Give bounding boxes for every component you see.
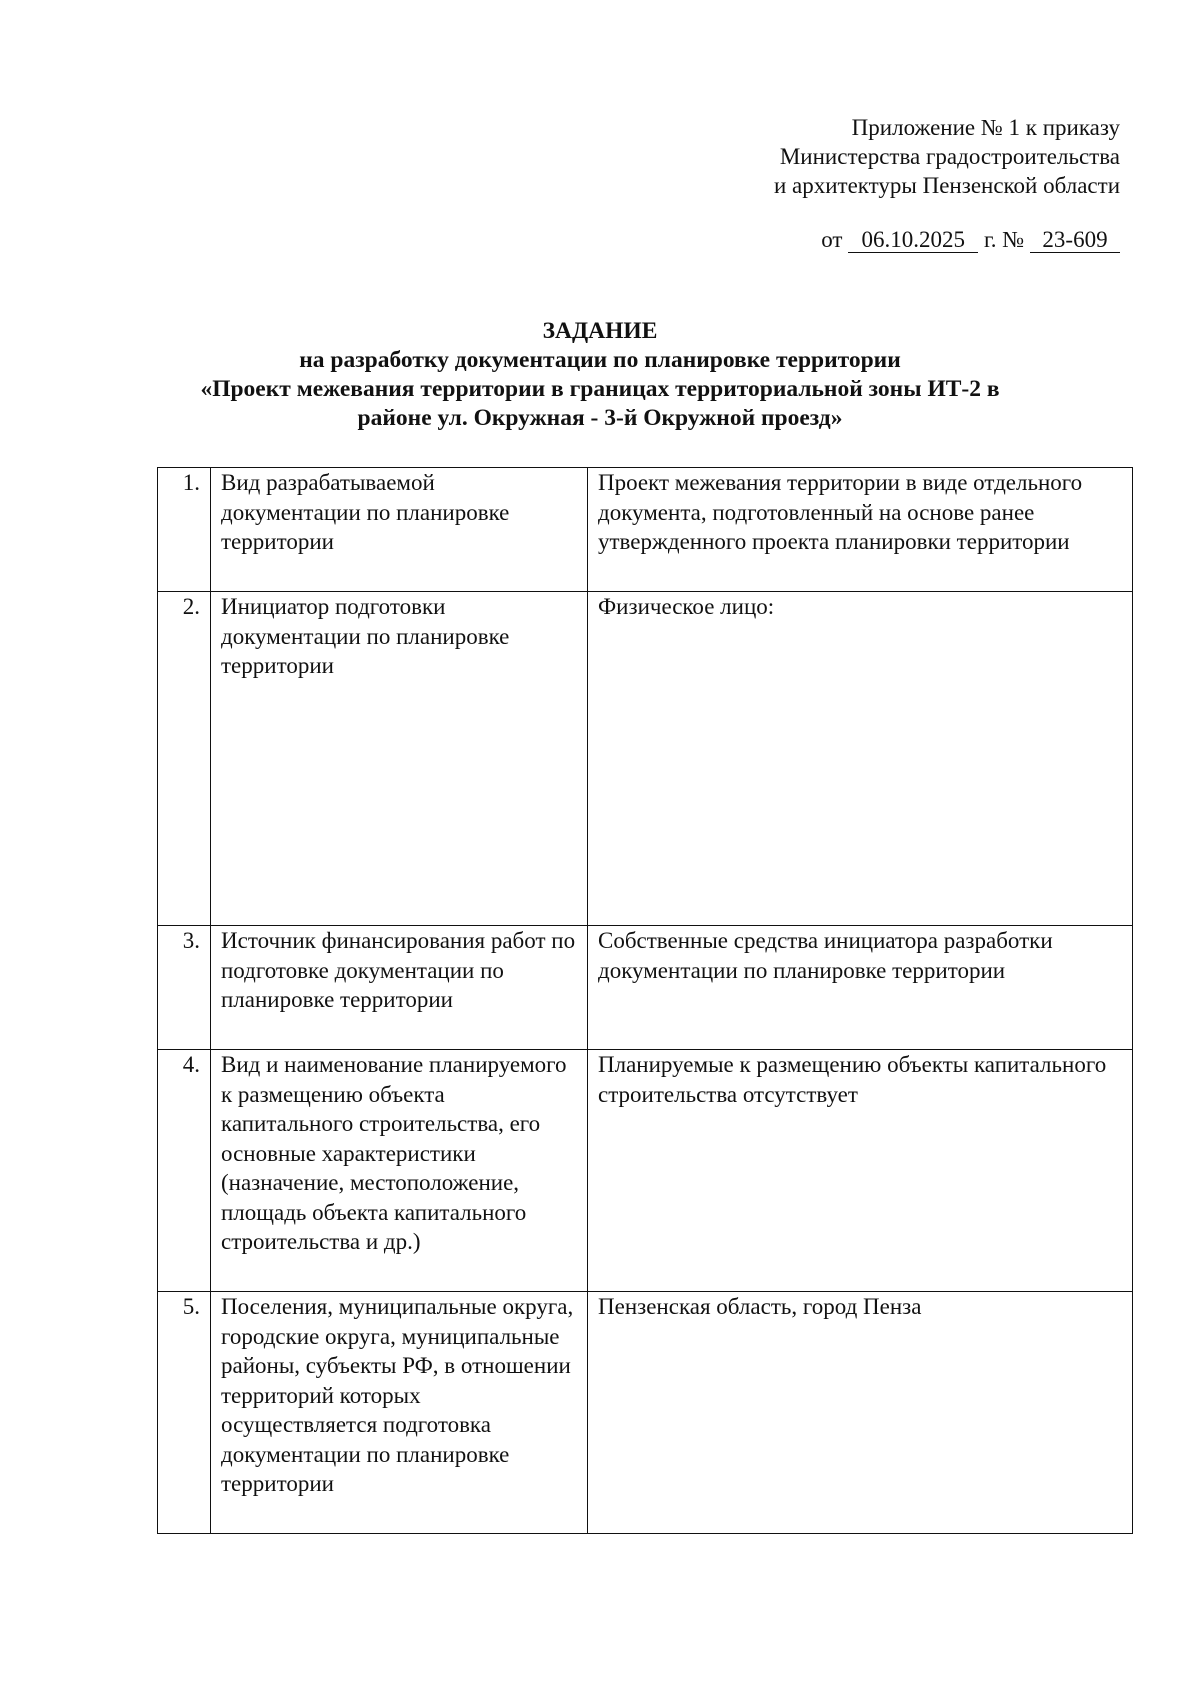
title-line: на разработку документации по планировке территории [299,347,901,373]
row-number: 4. [158,1050,211,1292]
title-line: районе ул. Окружная - 3-й Окружной проезд» [357,405,843,431]
row-label: Вид разрабатываемой документации по планировке территории [211,468,588,592]
title-heading: ЗАДАНИЕ [542,318,658,344]
row-label: Источник финансирования работ по подготовке документации по планировке территории [211,926,588,1050]
order-date: 06.10.2025 [848,228,978,253]
row-value: Физическое лицо: [588,592,1133,926]
row-number: 3. [158,926,211,1050]
row-value: Планируемые к размещению объекты капитального строительства отсутствует [588,1050,1133,1292]
table-row [158,468,1133,592]
table-row [158,926,1133,1050]
table-row [158,1050,1133,1292]
order-reference [821,225,1120,254]
row-number: 1. [158,468,211,592]
row-number: 2. [158,592,211,926]
title-line: «Проект межевания территории в границах территориальной зоны ИТ-2 в [200,376,1000,402]
row-value: Проект межевания территории в виде отдельного документа, подготовленный на основе ранее утвержденного проекта планировки территории [588,468,1133,592]
appendix-line: Министерства градостроительства [779,144,1120,169]
order-prefix: от [821,227,843,252]
appendix-header [774,113,1120,200]
order-year-suffix: г. [983,227,997,252]
document-title [100,317,1100,433]
row-number: 5. [158,1292,211,1534]
order-number-sign: № [1002,227,1025,252]
appendix-line: Приложение № 1 к приказу [851,115,1120,140]
row-value: Пензенская область, город Пенза [588,1292,1133,1534]
table-row [158,592,1133,926]
order-number: 23-609 [1030,228,1120,253]
row-label: Вид и наименование планируемого к размещению объекта капитального строительства, его основные характеристики (назначение, местоположение, площадь объекта капитального строительства и др.) [211,1050,588,1292]
row-label: Инициатор подготовки документации по планировке территории [211,592,588,926]
appendix-line: и архитектуры Пензенской области [773,173,1120,198]
row-value: Собственные средства инициатора разработки документации по планировке территории [588,926,1133,1050]
table-row [158,1292,1133,1534]
row-label: Поселения, муниципальные округа, городские округа, муниципальные районы, субъекты РФ, в отношении территорий которых осуществляется подготовка документации по планировке территории [211,1292,588,1534]
task-table [157,467,1133,1534]
